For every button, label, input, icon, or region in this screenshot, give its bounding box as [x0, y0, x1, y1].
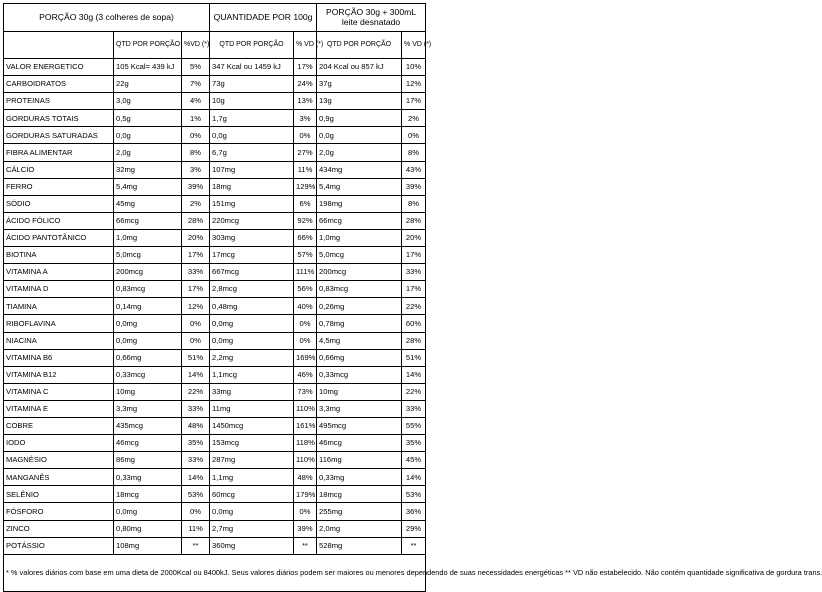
nutrient-name: VITAMINA C: [4, 383, 114, 400]
table-row: [4, 503, 426, 520]
table-row: [4, 127, 426, 144]
vd-portion: 14%: [182, 366, 210, 383]
table-row: [4, 161, 426, 178]
table-row: [4, 537, 426, 554]
vd-portion: 51%: [182, 349, 210, 366]
qty-100g: 6,7g: [210, 144, 294, 161]
table-row: [4, 59, 426, 76]
vd-with-milk: 14%: [402, 469, 426, 486]
qty-portion: 0,80mg: [114, 520, 182, 537]
qty-portion: 18mcg: [114, 486, 182, 503]
nutrient-name: RIBOFLAVINA: [4, 315, 114, 332]
nutrient-name: COBRE: [4, 417, 114, 434]
column-header-nutrient: [4, 32, 114, 59]
qty-100g: 73g: [210, 76, 294, 93]
qty-with-milk: 2,0mg: [317, 520, 402, 537]
vd-with-milk: 55%: [402, 417, 426, 434]
vd-100g: 0%: [294, 127, 317, 144]
vd-portion: 33%: [182, 264, 210, 281]
vd-with-milk: 33%: [402, 400, 426, 417]
vd-with-milk: 35%: [402, 435, 426, 452]
qty-with-milk: 3,3mg: [317, 400, 402, 417]
vd-with-milk: 0%: [402, 127, 426, 144]
vd-portion: 7%: [182, 76, 210, 93]
table-row: [4, 212, 426, 229]
nutrient-name: MANGANÊS: [4, 469, 114, 486]
nutrient-name: MAGNÉSIO: [4, 452, 114, 469]
vd-100g: 0%: [294, 315, 317, 332]
qty-portion: 5,4mg: [114, 178, 182, 195]
nutrient-name: POTÁSSIO: [4, 537, 114, 554]
vd-with-milk: 43%: [402, 161, 426, 178]
table-row: [4, 383, 426, 400]
nutrient-name: IODO: [4, 435, 114, 452]
vd-portion: 0%: [182, 332, 210, 349]
nutrient-name: VALOR ENERGETICO: [4, 59, 114, 76]
qty-100g: 303mg: [210, 229, 294, 246]
nutrient-name: ZINCO: [4, 520, 114, 537]
vd-with-milk: 28%: [402, 332, 426, 349]
table-row: [4, 93, 426, 110]
qty-portion: 10mg: [114, 383, 182, 400]
qty-portion: 66mcg: [114, 212, 182, 229]
qty-portion: 1,0mg: [114, 229, 182, 246]
qty-with-milk: 0,83mcg: [317, 281, 402, 298]
qty-100g: 1,1mg: [210, 469, 294, 486]
vd-with-milk: 22%: [402, 298, 426, 315]
vd-portion: 5%: [182, 59, 210, 76]
vd-with-milk: 33%: [402, 264, 426, 281]
vd-portion: 3%: [182, 161, 210, 178]
vd-with-milk: 2%: [402, 110, 426, 127]
qty-with-milk: 0,33mcg: [317, 366, 402, 383]
vd-with-milk: 29%: [402, 520, 426, 537]
qty-100g: 153mcg: [210, 435, 294, 452]
vd-with-milk: 51%: [402, 349, 426, 366]
vd-100g: 66%: [294, 229, 317, 246]
qty-with-milk: 4,5mg: [317, 332, 402, 349]
qty-100g: 60mcg: [210, 486, 294, 503]
table-row: [4, 195, 426, 212]
vd-portion: 33%: [182, 452, 210, 469]
qty-portion: 0,66mg: [114, 349, 182, 366]
qty-with-milk: 116mg: [317, 452, 402, 469]
qty-portion: 0,0mg: [114, 332, 182, 349]
qty-with-milk: 528mg: [317, 537, 402, 554]
vd-with-milk: 60%: [402, 315, 426, 332]
qty-portion: 0,0mg: [114, 315, 182, 332]
table-row: [4, 349, 426, 366]
vd-portion: 20%: [182, 229, 210, 246]
qty-portion: 2,0g: [114, 144, 182, 161]
nutrient-name: TIAMINA: [4, 298, 114, 315]
vd-portion: 22%: [182, 383, 210, 400]
table-row: [4, 332, 426, 349]
table-row: [4, 144, 426, 161]
qty-100g: 1450mcg: [210, 417, 294, 434]
qty-100g: 0,0g: [210, 127, 294, 144]
vd-100g: 0%: [294, 503, 317, 520]
nutrient-name: FERRO: [4, 178, 114, 195]
vd-portion: 17%: [182, 281, 210, 298]
nutrient-name: CÁLCIO: [4, 161, 114, 178]
vd-portion: 53%: [182, 486, 210, 503]
qty-100g: 287mg: [210, 452, 294, 469]
vd-with-milk: 17%: [402, 247, 426, 264]
vd-portion: 11%: [182, 520, 210, 537]
nutrient-name: SÓDIO: [4, 195, 114, 212]
table-row: [4, 76, 426, 93]
qty-portion: 0,14mg: [114, 298, 182, 315]
vd-with-milk: 17%: [402, 281, 426, 298]
qty-with-milk: 66mcg: [317, 212, 402, 229]
qty-with-milk: 18mcg: [317, 486, 402, 503]
vd-portion: 28%: [182, 212, 210, 229]
column-header-vd-milk: % VD (*): [402, 32, 426, 59]
qty-portion: 0,0mg: [114, 503, 182, 520]
vd-100g: 161%: [294, 417, 317, 434]
vd-100g: 27%: [294, 144, 317, 161]
vd-portion: 8%: [182, 144, 210, 161]
vd-with-milk: 22%: [402, 383, 426, 400]
table-row: [4, 247, 426, 264]
column-header-row: [4, 32, 426, 59]
vd-100g: 169%: [294, 349, 317, 366]
qty-with-milk: 0,78mg: [317, 315, 402, 332]
vd-portion: 33%: [182, 400, 210, 417]
table-row: [4, 178, 426, 195]
nutrient-name: GORDURAS SATURADAS: [4, 127, 114, 144]
column-header-qtd-100g: QTD POR PORÇÃO: [210, 32, 294, 59]
qty-100g: 0,0mg: [210, 332, 294, 349]
qty-with-milk: 37g: [317, 76, 402, 93]
header-per-100g: QUANTIDADE POR 100g: [210, 4, 317, 32]
qty-portion: 5,0mcg: [114, 247, 182, 264]
qty-portion: 105 Kcal= 439 kJ: [114, 59, 182, 76]
vd-100g: 0%: [294, 332, 317, 349]
vd-portion: 2%: [182, 195, 210, 212]
vd-portion: 0%: [182, 503, 210, 520]
qty-100g: 220mcg: [210, 212, 294, 229]
header-portion-with-milk: PORÇÃO 30g + 300mL leite desnatado: [317, 4, 426, 32]
vd-100g: **: [294, 537, 317, 554]
table-row: [4, 520, 426, 537]
qty-portion: 45mg: [114, 195, 182, 212]
qty-100g: 0,48mg: [210, 298, 294, 315]
nutrient-name: VITAMINA B12: [4, 366, 114, 383]
qty-100g: 1,7g: [210, 110, 294, 127]
vd-100g: 6%: [294, 195, 317, 212]
qty-100g: 1,1mcg: [210, 366, 294, 383]
qty-100g: 10g: [210, 93, 294, 110]
table-row: [4, 281, 426, 298]
qty-portion: 32mg: [114, 161, 182, 178]
vd-100g: 46%: [294, 366, 317, 383]
qty-with-milk: 13g: [317, 93, 402, 110]
vd-with-milk: 36%: [402, 503, 426, 520]
qty-100g: 33mg: [210, 383, 294, 400]
vd-portion: 35%: [182, 435, 210, 452]
nutrient-name: PROTEINAS: [4, 93, 114, 110]
qty-with-milk: 0,33mg: [317, 469, 402, 486]
qty-100g: 0,0mg: [210, 503, 294, 520]
qty-100g: 2,8mcg: [210, 281, 294, 298]
nutrient-name: ÁCIDO PANTOTÂNICO: [4, 229, 114, 246]
vd-100g: 129%: [294, 178, 317, 195]
vd-with-milk: 28%: [402, 212, 426, 229]
qty-100g: 2,7mg: [210, 520, 294, 537]
vd-with-milk: 53%: [402, 486, 426, 503]
vd-100g: 110%: [294, 452, 317, 469]
qty-with-milk: 5,4mg: [317, 178, 402, 195]
vd-100g: 24%: [294, 76, 317, 93]
vd-with-milk: 8%: [402, 144, 426, 161]
table-row: [4, 486, 426, 503]
vd-portion: 48%: [182, 417, 210, 434]
qty-100g: 347 Kcal ou 1459 kJ: [210, 59, 294, 76]
qty-100g: 360mg: [210, 537, 294, 554]
column-header-qtd-portion: QTD POR PORÇÃO: [114, 32, 182, 59]
qty-100g: 2,2mg: [210, 349, 294, 366]
qty-portion: 0,83mcg: [114, 281, 182, 298]
nutrient-name: SELÊNIO: [4, 486, 114, 503]
vd-100g: 111%: [294, 264, 317, 281]
vd-100g: 13%: [294, 93, 317, 110]
table-row: [4, 469, 426, 486]
qty-with-milk: 0,66mg: [317, 349, 402, 366]
qty-with-milk: 10mg: [317, 383, 402, 400]
header-portion-30g: PORÇÃO 30g (3 colheres de sopa): [4, 4, 210, 32]
qty-with-milk: 495mcg: [317, 417, 402, 434]
qty-portion: 200mcg: [114, 264, 182, 281]
table-row: [4, 400, 426, 417]
qty-100g: 667mcg: [210, 264, 294, 281]
vd-with-milk: 8%: [402, 195, 426, 212]
nutrient-name: VITAMINA A: [4, 264, 114, 281]
qty-100g: 0,0mg: [210, 315, 294, 332]
group-header-row: [4, 4, 426, 32]
table-row: [4, 298, 426, 315]
qty-with-milk: 5,0mcg: [317, 247, 402, 264]
qty-with-milk: 0,0g: [317, 127, 402, 144]
column-header-vd-100g: % VD (*): [294, 32, 317, 59]
vd-100g: 118%: [294, 435, 317, 452]
qty-portion: 0,33mg: [114, 469, 182, 486]
table-row: [4, 435, 426, 452]
column-header-vd: %VD (*): [182, 32, 210, 59]
qty-with-milk: 2,0g: [317, 144, 402, 161]
vd-with-milk: 12%: [402, 76, 426, 93]
vd-100g: 92%: [294, 212, 317, 229]
vd-100g: 73%: [294, 383, 317, 400]
qty-portion: 0,0g: [114, 127, 182, 144]
qty-portion: 86mg: [114, 452, 182, 469]
vd-100g: 179%: [294, 486, 317, 503]
qty-portion: 46mcg: [114, 435, 182, 452]
qty-with-milk: 200mcg: [317, 264, 402, 281]
qty-portion: 22g: [114, 76, 182, 93]
table-row: [4, 452, 426, 469]
qty-portion: 3,3mg: [114, 400, 182, 417]
nutrient-name: VITAMINA D: [4, 281, 114, 298]
vd-portion: 17%: [182, 247, 210, 264]
vd-with-milk: 10%: [402, 59, 426, 76]
column-header-qtd-milk: QTD POR PORÇÃO: [317, 32, 402, 59]
qty-with-milk: 204 Kcal ou 857 kJ: [317, 59, 402, 76]
qty-portion: 435mcg: [114, 417, 182, 434]
vd-portion: 39%: [182, 178, 210, 195]
qty-portion: 108mg: [114, 537, 182, 554]
qty-with-milk: 434mg: [317, 161, 402, 178]
vd-with-milk: **: [402, 537, 426, 554]
vd-with-milk: 20%: [402, 229, 426, 246]
table-row: [4, 315, 426, 332]
qty-100g: 151mg: [210, 195, 294, 212]
vd-100g: 56%: [294, 281, 317, 298]
qty-100g: 11mg: [210, 400, 294, 417]
vd-100g: 40%: [294, 298, 317, 315]
table-row: [4, 264, 426, 281]
vd-100g: 17%: [294, 59, 317, 76]
nutrient-name: BIOTINA: [4, 247, 114, 264]
nutrient-name: VITAMINA B6: [4, 349, 114, 366]
qty-with-milk: 1,0mg: [317, 229, 402, 246]
vd-portion: 0%: [182, 315, 210, 332]
table-row: [4, 229, 426, 246]
vd-100g: 110%: [294, 400, 317, 417]
vd-100g: 48%: [294, 469, 317, 486]
vd-portion: 1%: [182, 110, 210, 127]
vd-portion: 12%: [182, 298, 210, 315]
footnote-row: [4, 554, 426, 591]
nutrient-name: FÓSFORO: [4, 503, 114, 520]
vd-with-milk: 14%: [402, 366, 426, 383]
qty-portion: 3,0g: [114, 93, 182, 110]
qty-100g: 18mg: [210, 178, 294, 195]
table-row: [4, 110, 426, 127]
vd-portion: 4%: [182, 93, 210, 110]
vd-portion: **: [182, 537, 210, 554]
qty-with-milk: 46mcg: [317, 435, 402, 452]
qty-with-milk: 198mg: [317, 195, 402, 212]
nutrient-name: CARBOIDRATOS: [4, 76, 114, 93]
qty-100g: 107mg: [210, 161, 294, 178]
vd-100g: 11%: [294, 161, 317, 178]
vd-portion: 14%: [182, 469, 210, 486]
vd-with-milk: 39%: [402, 178, 426, 195]
nutrient-name: FIBRA ALIMENTAR: [4, 144, 114, 161]
footnote: * % valores diários com base em uma dieta de 2000Kcal ou 8400kJ. Seus valores diários podem ser maiores ou menores dependendo de suas necessidades energéticas ** VD não estabelecido. Não contém quantidade significativa de gordura trans.: [4, 554, 426, 591]
qty-with-milk: 0,26mg: [317, 298, 402, 315]
qty-portion: 0,33mcg: [114, 366, 182, 383]
vd-100g: 57%: [294, 247, 317, 264]
qty-with-milk: 0,9g: [317, 110, 402, 127]
table-row: [4, 366, 426, 383]
vd-with-milk: 17%: [402, 93, 426, 110]
nutrient-name: GORDURAS TOTAIS: [4, 110, 114, 127]
nutrient-name: NIACINA: [4, 332, 114, 349]
qty-100g: 17mcg: [210, 247, 294, 264]
vd-100g: 39%: [294, 520, 317, 537]
qty-with-milk: 255mg: [317, 503, 402, 520]
nutrition-table: [3, 3, 822, 592]
qty-portion: 0,5g: [114, 110, 182, 127]
nutrient-name: VITAMINA E: [4, 400, 114, 417]
vd-portion: 0%: [182, 127, 210, 144]
vd-with-milk: 45%: [402, 452, 426, 469]
vd-100g: 3%: [294, 110, 317, 127]
table-row: [4, 417, 426, 434]
nutrient-name: ÁCIDO FÓLICO: [4, 212, 114, 229]
